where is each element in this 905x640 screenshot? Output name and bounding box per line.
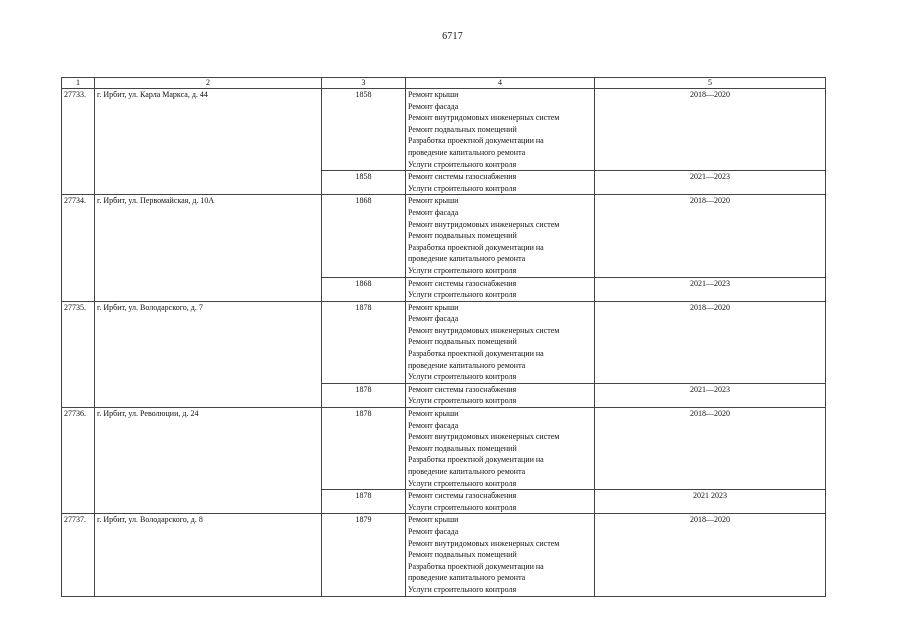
build-year: 1878	[322, 490, 406, 514]
work-item: Ремонт крыши	[408, 90, 459, 99]
work-item: Ремонт подвальных помещений	[408, 337, 517, 347]
work-item: Услуги строительного контроля	[408, 584, 517, 594]
capital-repair-table	[61, 77, 826, 597]
work-item: проведение капитального ремонта	[408, 573, 526, 583]
repair-period: 2018—2020	[595, 301, 826, 383]
build-year: 1879	[322, 514, 406, 596]
work-item: Разработка проектной документации на	[408, 349, 544, 359]
work-item: Ремонт системы газоснабжения	[408, 172, 517, 182]
work-item: Ремонт фасада	[408, 101, 459, 111]
work-item: Услуги строительного контроля	[408, 265, 517, 275]
work-item: проведение капитального ремонта	[408, 254, 526, 264]
work-item: Ремонт фасада	[408, 207, 459, 217]
work-item: Услуги строительного контроля	[408, 478, 517, 488]
table-row	[62, 195, 826, 277]
page-number: 6717	[442, 31, 463, 42]
work-item: Ремонт подвальных помещений	[408, 124, 517, 134]
work-item: Разработка проектной документации на	[408, 455, 544, 465]
work-item: Ремонт системы газоснабжения	[408, 278, 517, 288]
entry-address: г. Ирбит, ул. Володарского, д. 8	[95, 514, 322, 596]
entry-number: 27735.	[62, 301, 95, 407]
column-header-3: 3	[322, 78, 406, 89]
work-item: Ремонт фасада	[408, 420, 459, 430]
works-list	[406, 408, 595, 490]
work-item: Ремонт подвальных помещений	[408, 550, 517, 560]
repair-period: 2018—2020	[595, 408, 826, 490]
work-item: Ремонт внутридомовых инженерных систем	[408, 325, 560, 335]
work-item: Услуги строительного контроля	[408, 502, 517, 512]
table-row	[62, 408, 826, 490]
repair-period: 2021—2023	[595, 383, 826, 407]
repair-period: 2018—2020	[595, 89, 826, 171]
work-item: Ремонт фасада	[408, 314, 459, 324]
table-row	[62, 514, 826, 596]
work-item: проведение капитального ремонта	[408, 147, 526, 157]
works-list	[406, 514, 595, 596]
repair-period: 2021—2023	[595, 171, 826, 195]
works-list	[406, 301, 595, 383]
repair-period: 2021 2023	[595, 490, 826, 514]
work-item: Услуги строительного контроля	[408, 372, 517, 382]
work-item: Услуги строительного контроля	[408, 159, 517, 169]
work-item: Ремонт внутридомовых инженерных систем	[408, 113, 560, 123]
work-item: проведение капитального ремонта	[408, 360, 526, 370]
work-item: Разработка проектной документации на	[408, 242, 544, 252]
works-list	[406, 383, 595, 407]
column-header-1: 1	[62, 78, 95, 89]
work-item: Ремонт крыши	[408, 409, 459, 419]
table-body	[62, 78, 826, 597]
entry-number: 27734.	[62, 195, 95, 301]
build-year: 1858	[322, 171, 406, 195]
entry-address: г. Ирбит, ул. Революции, д. 24	[95, 408, 322, 514]
work-item: Разработка проектной документации на	[408, 136, 544, 146]
work-item: Ремонт системы газоснабжения	[408, 384, 517, 394]
work-item: Разработка проектной документации на	[408, 561, 544, 571]
column-number-row	[62, 78, 826, 89]
build-year: 1868	[322, 195, 406, 277]
entry-address: г. Ирбит, ул. Володарского, д. 7	[95, 301, 322, 407]
entry-address: г. Ирбит, ул. Карла Маркса, д. 44	[95, 89, 322, 195]
work-item: Ремонт внутридомовых инженерных систем	[408, 432, 560, 442]
build-year: 1878	[322, 301, 406, 383]
entry-number: 27736.	[62, 408, 95, 514]
work-item: Ремонт подвальных помещений	[408, 443, 517, 453]
build-year: 1858	[322, 89, 406, 171]
column-header-5: 5	[595, 78, 826, 89]
entry-address: г. Ирбит, ул. Первомайская, д. 10А	[95, 195, 322, 301]
work-item: Услуги строительного контроля	[408, 396, 517, 406]
repair-period: 2018—2020	[595, 195, 826, 277]
work-item: Ремонт крыши	[408, 515, 459, 525]
work-item: Ремонт внутридомовых инженерных систем	[408, 538, 560, 548]
table-row	[62, 89, 826, 171]
build-year: 1878	[322, 383, 406, 407]
work-item: Услуги строительного контроля	[408, 183, 517, 193]
works-list	[406, 490, 595, 514]
work-item: Ремонт фасада	[408, 526, 459, 536]
work-item: Услуги строительного контроля	[408, 290, 517, 300]
work-item: проведение капитального ремонта	[408, 467, 526, 476]
entry-number: 27733.	[62, 89, 95, 195]
works-list	[406, 89, 595, 171]
works-list	[406, 277, 595, 301]
repair-period: 2018—2020	[595, 514, 826, 596]
build-year: 1878	[322, 408, 406, 490]
column-header-2: 2	[95, 78, 322, 89]
table-row	[62, 301, 826, 383]
works-list	[406, 195, 595, 277]
entry-number: 27737.	[62, 514, 95, 596]
work-item: Ремонт крыши	[408, 302, 459, 312]
repair-period: 2021—2023	[595, 277, 826, 301]
works-list	[406, 171, 595, 195]
column-header-4: 4	[406, 78, 595, 89]
work-item: Ремонт крыши	[408, 196, 459, 206]
build-year: 1868	[322, 277, 406, 301]
work-item: Ремонт системы газоснабжения	[408, 491, 517, 501]
work-item: Ремонт подвальных помещений	[408, 231, 517, 241]
work-item: Ремонт внутридомовых инженерных систем	[408, 219, 560, 229]
